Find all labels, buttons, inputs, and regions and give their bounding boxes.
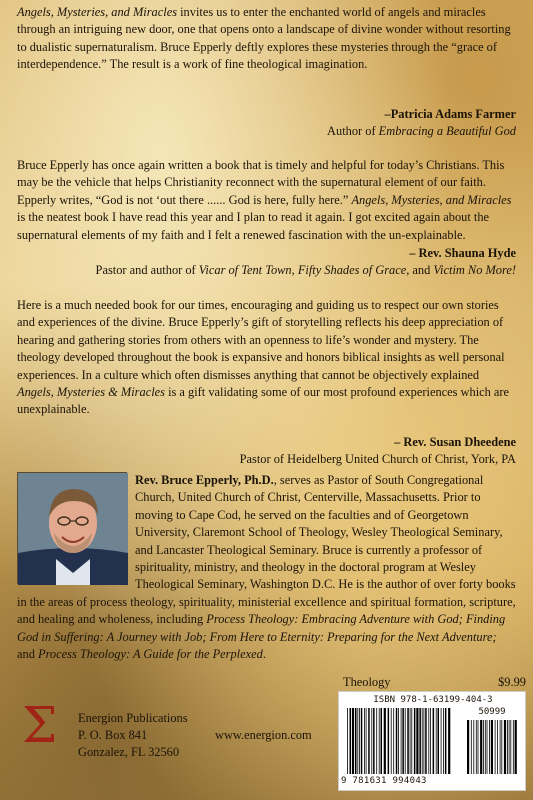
endorsement-2: Bruce Epperly has once again written a book that is timely and helpful for today’s Christians. This may be the vehicle that helps Christianity reconnect with the supernatural element of our faith. Epperly writes, “God is not ‘out there ...... God is here, fully here.” Angels, Mysteries, and Miracles is the neatest book I have read this year and I plan to read it again. I got excited again about the supernatural elements of my faith and I felt a renewed fascination with the un-explainable. [17,158,512,242]
category-price [343,675,526,690]
barcode-number: 9 781631 994043 [341,776,427,786]
author-bio: Rev. Bruce Epperly, Ph.D., serves as Pastor of South Congregational Church, United Church of Christ, Centerville, Massachusetts. Prior to moving to Cape Cod, he served on the faculties and of Georgetown University, Claremont School of Theology, Wesley Theological Seminary, and Lancaster Theological Seminary. Bruce is currently a professor of spirituality, ministry, and theology in the doctoral program at Wesley Theological Seminary, Washington D.C. He is the author of over forty books in the areas of process theology, spirituality, ministerial excellence and spiritual formation, scripture, and healing and wholeness, including Process Theology: Embracing Adventure with God; Finding God in Suffering: A Journey with Job; From Here to Eternity: Preparing for the Next Adventure; and Process Theology: A Guide for the Perplexed. [17,473,516,662]
book-title: Angels, Mysteries, and Miracles [17,5,178,19]
book-title: Angels, Mysteries, and Miracles [351,192,512,207]
endorsement-text: invites us to enter the enchanted world of angels and miracles through an intriguing new door, one that opens onto a landscape of divine wonder without resorting to dualistic supernaturalism. Bruce Epperly deftly explores these mysteries through the “grace of interdependence.” The result is a work of fine theological imagination. [17,5,511,72]
publisher-info [78,710,188,761]
addon-number: 50999 [478,707,506,717]
endorser-role: Pastor of Heidelberg United Church of Christ, York, PA [239,452,516,467]
bio-books: Process Theology: Embracing Adventure with God; Finding God in Suffering: A Journey with Job; From Here to Eternity: Preparing for the Next Adventure; [17,612,506,644]
endorser-name: – Rev. Susan Dheedene [394,435,516,449]
isbn-label: ISBN 978-1-63199-404-3 [373,695,493,705]
endorsement-1-attribution [327,106,516,141]
barcode [338,691,526,791]
endorser-name: – Rev. Shauna Hyde [409,246,516,260]
publisher-website[interactable]: www.energion.com [215,728,312,742]
author-photo [17,472,127,584]
barcode-addon-bars-icon [467,720,517,774]
endorsement-3-attribution [240,434,516,469]
endorser-name: –Patricia Adams Farmer [384,107,516,121]
endorser-role: Pastor and author of Vicar of Tent Town, Fifty Shades of Grace, and Victim No More! [95,263,516,278]
sigma-logo-icon: Σ [22,696,58,754]
footer [0,675,533,800]
endorser-role: Author of Embracing a Beautiful God [327,124,516,139]
bio-text: , serves as Pastor of South Congregational Church, United Church of Christ, Centerville, Massachusetts. Prior to moving to Cape Cod, he served on the faculties and of Georgetown University, Claremont School of Theology, Wesley Theological Seminary, and Lancaster Theological Seminary. Bruce is currently a professor of spirituality, ministry, and theology in the doctoral program at Wesley Theological Seminary, Washington D.C. He is the author of over forty books in the areas of process theology, spirituality, ministerial excellence and spiritual formation, scripture, and healing and wholeness, including [17,473,516,627]
publisher-address-1: P. O. Box 841 [78,728,148,742]
publisher-address-2: Gonzalez, FL 32560 [78,745,180,759]
author-portrait-icon [18,473,128,585]
endorsement-3: Here is a much needed book for our times, encouraging and guiding us to respect our own stories and experiences of the divine. Bruce Epperly’s gift of storytelling reflects his deep appreciation of hearing and gathering stories from others with an openness to life’s wonder and mystery. The theology developed throughout the book is expansive and honors biblical insights as well personal experiences. In a culture which often dismisses anything that cannot be objectively explained Angels, Mysteries & Miracles is a gift validating some of our most profound experiences which are unexplainable. [17,298,510,417]
endorsement-2-attribution [96,245,516,280]
endorsement-1 [17,4,517,74]
bio-last-book: Process Theology: A Guide for the Perplexed [38,647,263,662]
barcode-bars-icon [347,708,451,774]
category: Theology [343,675,391,689]
book-title: Angels, Mysteries & Miracles [17,385,165,400]
publisher-name: Energion Publications [78,711,188,725]
bio-author-name: Rev. Bruce Epperly, Ph.D. [135,473,274,487]
price: $9.99 [498,675,526,689]
